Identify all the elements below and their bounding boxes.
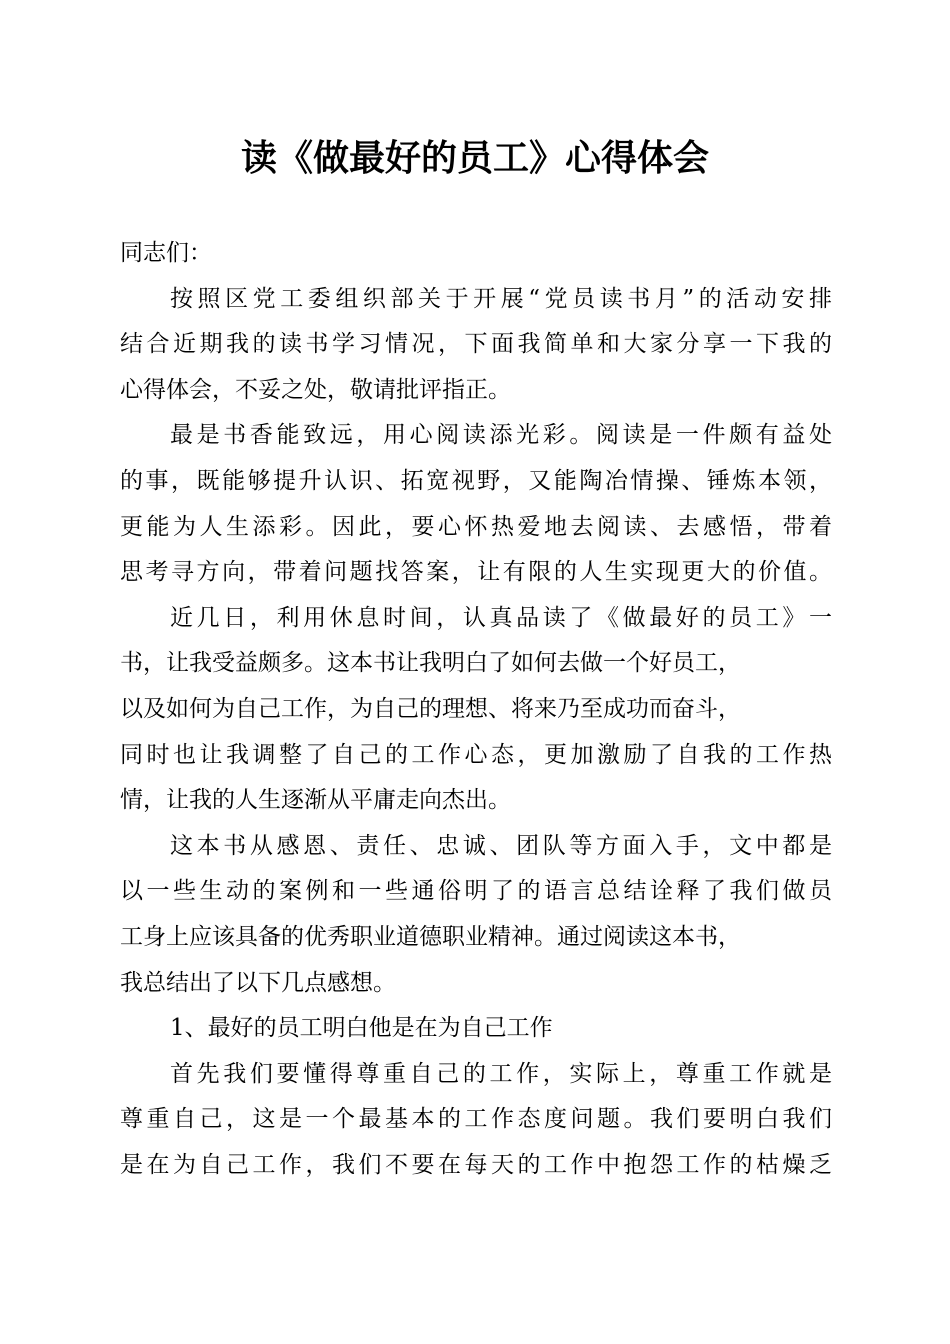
section-heading: 1、最好的员工明白他是在为自己工作 [170, 1015, 553, 1042]
paragraph-line: 尊重自己，这是一个最基本的工作态度问题。我们要明白我们 [120, 1106, 832, 1133]
paragraph-line: 工身上应该具备的优秀职业道德职业精神。通过阅读这本书， [120, 923, 741, 950]
paragraph-line: 情，让我的人生逐渐从平庸走向杰出。 [120, 787, 511, 814]
paragraph-line: 书，让我受益颇多。这本书让我明白了如何去做一个好员工， [120, 650, 741, 677]
paragraph-line: 是在为自己工作，我们不要在每天的工作中抱怨工作的枯燥乏 [120, 1151, 832, 1178]
paragraph-line: 按照区党工委组织部关于开展“党员读书月”的活动安排 [170, 285, 832, 312]
paragraph-line: 结合近期我的读书学习情况，下面我简单和大家分享一下我的 [120, 331, 832, 358]
paragraph-line: 近几日，利用休息时间，认真品读了《做最好的员工》一 [170, 604, 832, 631]
paragraph-line: 这本书从感恩、责任、忠诚、团队等方面入手，文中都是 [170, 832, 832, 859]
paragraph-line: 首先我们要懂得尊重自己的工作，实际上，尊重工作就是 [170, 1060, 832, 1087]
paragraph-line: 最是书香能致远，用心阅读添光彩。阅读是一件颇有益处 [170, 422, 832, 449]
document-body [120, 231, 832, 1188]
paragraph-line: 的事，既能够提升认识、拓宽视野，又能陶冶情操、锤炼本领， [120, 467, 832, 494]
paragraph-line: 更能为人生添彩。因此，要心怀热爱地去阅读、去感悟，带着 [120, 513, 832, 540]
paragraph-line: 我总结出了以下几点感想。 [120, 969, 396, 996]
document-title: 读《做最好的员工》心得体会 [240, 137, 709, 179]
paragraph-line: 心得体会，不妥之处，敬请批评指正。 [120, 376, 511, 403]
salutation: 同志们： [120, 240, 212, 266]
paragraph-line: 思考寻方向，带着问题找答案，让有限的人生实现更大的价值。 [120, 559, 832, 586]
paragraph-line: 以一些生动的案例和一些通俗明了的语言总结诠释了我们做员 [120, 878, 832, 905]
paragraph-line: 同时也让我调整了自己的工作心态，更加激励了自我的工作热 [120, 741, 832, 768]
paragraph-line: 以及如何为自己工作，为自己的理想、将来乃至成功而奋斗， [120, 695, 741, 722]
